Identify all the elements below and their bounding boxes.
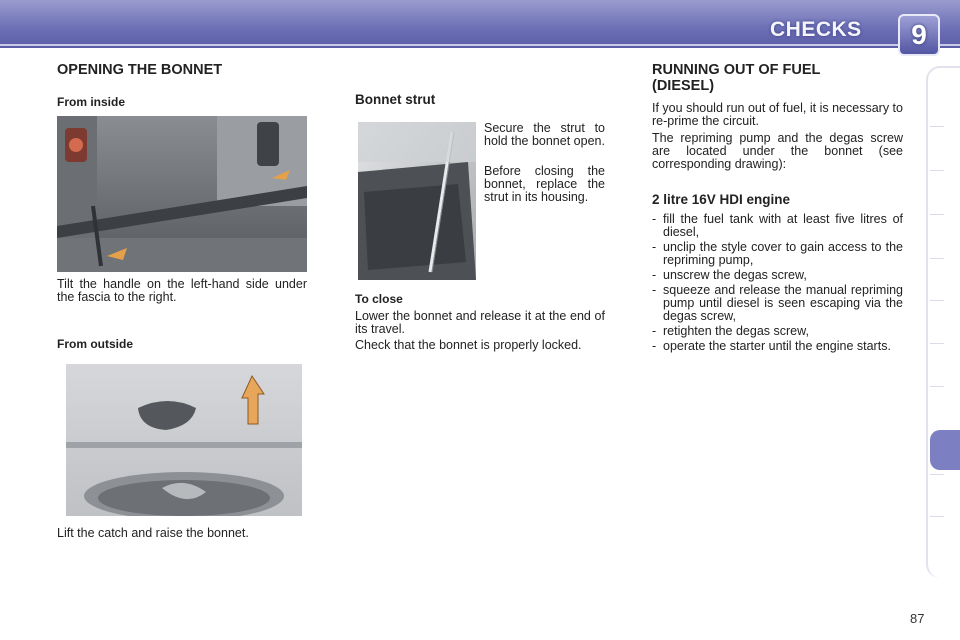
list-item: - operate the starter until the engine starts. bbox=[652, 340, 903, 353]
to-close-text-1: Lower the bonnet and release it at the end of its travel. bbox=[355, 309, 605, 336]
list-item: - unclip the style cover to gain access to the repriming pump, bbox=[652, 241, 903, 267]
chapter-title: CHECKS bbox=[770, 18, 862, 41]
bonnet-release-handle-photo bbox=[57, 116, 307, 272]
from-outside-text: Lift the catch and raise the bonnet. bbox=[57, 526, 249, 540]
header-divider bbox=[0, 44, 960, 46]
heading-from-inside: From inside bbox=[57, 95, 126, 109]
strut-text-secure: Secure the strut to hold the bonnet open. bbox=[484, 121, 605, 148]
tab-divider bbox=[930, 474, 944, 475]
tab-divider bbox=[930, 214, 944, 215]
heading-from-outside: From outside bbox=[57, 337, 134, 351]
strut-text-before-closing: Before closing the bonnet, replace the strut in its housing. bbox=[484, 164, 605, 204]
repriming-steps-list bbox=[652, 213, 903, 355]
to-close-text-2: Check that the bonnet is properly locked. bbox=[355, 338, 582, 352]
section-title-bonnet-strut: Bonnet strut bbox=[355, 92, 436, 107]
fuel-intro-2: The repriming pump and the degas screw are located under the bonnet (see corresponding drawing): bbox=[652, 131, 903, 171]
list-item: - fill the fuel tank with at least five litres of diesel, bbox=[652, 213, 903, 239]
tab-divider bbox=[930, 258, 944, 259]
chapter-tab-active[interactable] bbox=[930, 430, 960, 470]
tab-divider bbox=[930, 386, 944, 387]
list-item: - retighten the degas screw, bbox=[652, 325, 903, 338]
section-title-opening-bonnet: OPENING THE BONNET bbox=[57, 62, 223, 78]
bonnet-catch-photo bbox=[66, 364, 302, 516]
tab-divider bbox=[930, 343, 944, 344]
section-title-running-out-of-fuel: RUNNING OUT OF FUEL (DIESEL) bbox=[652, 62, 821, 94]
tab-divider bbox=[930, 126, 944, 127]
heading-to-close: To close bbox=[355, 292, 403, 306]
tab-divider bbox=[930, 170, 944, 171]
from-inside-text: Tilt the handle on the left-hand side under the fascia to the right. bbox=[57, 277, 307, 304]
fuel-intro-1: If you should run out of fuel, it is necessary to re-prime the circuit. bbox=[652, 101, 903, 128]
page-number: 87 bbox=[910, 611, 925, 626]
list-item: - unscrew the degas screw, bbox=[652, 269, 903, 282]
chapter-number-badge: 9 bbox=[898, 14, 940, 56]
chapter-tab-strip bbox=[926, 66, 960, 578]
heading-engine: 2 litre 16V HDI engine bbox=[652, 192, 791, 207]
bonnet-strut-photo bbox=[358, 122, 476, 280]
list-item: - squeeze and release the manual repriming pump until diesel is seen escaping via the degas screw, bbox=[652, 284, 903, 323]
tab-divider bbox=[930, 300, 944, 301]
tab-divider bbox=[930, 516, 944, 517]
